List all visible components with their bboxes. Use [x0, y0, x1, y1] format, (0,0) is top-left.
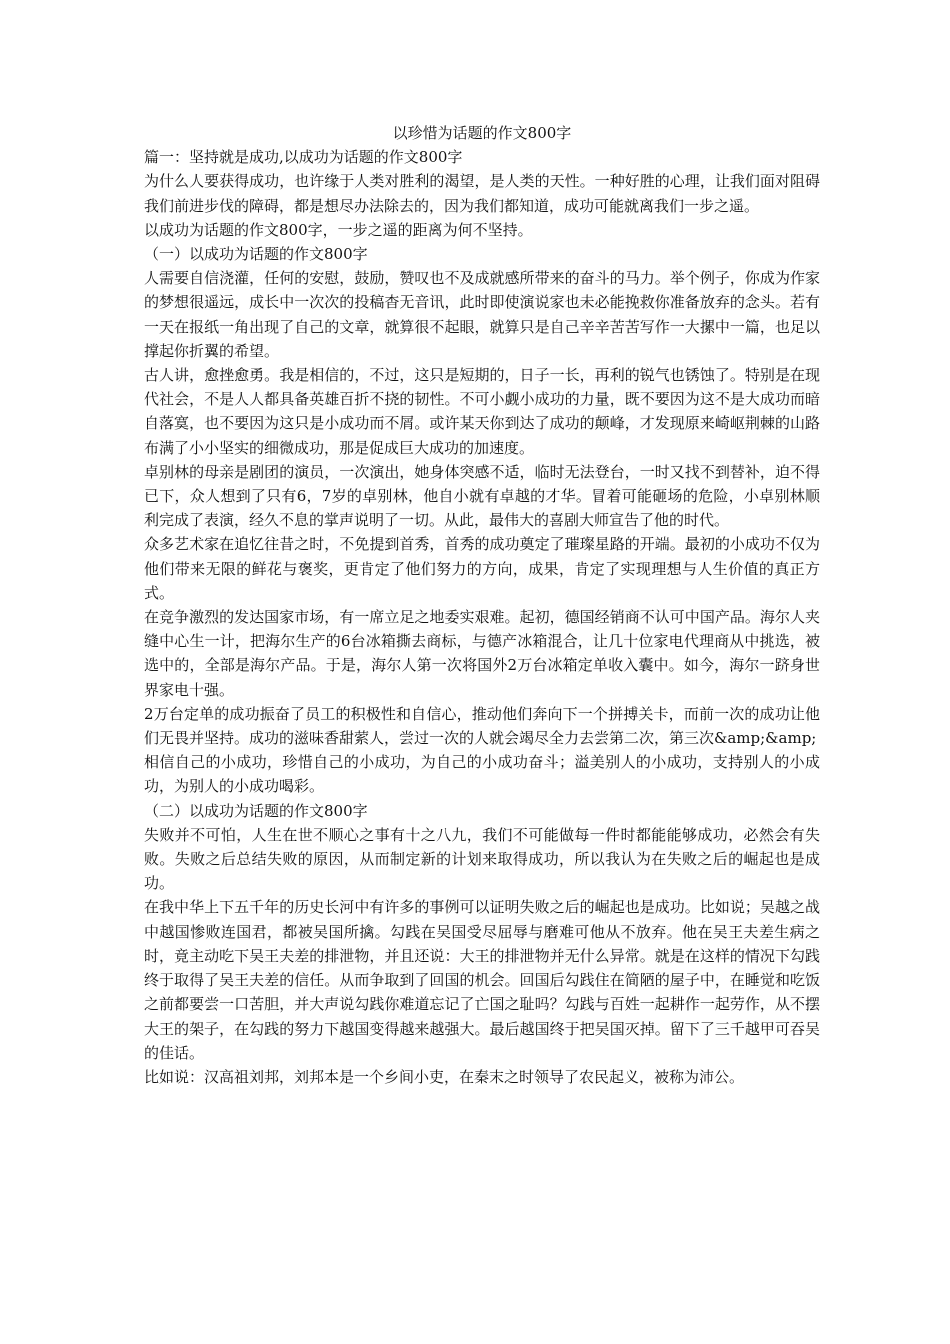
paragraph: 人需要自信浇灌，任何的安慰，鼓励，赞叹也不及成就感所带来的奋斗的马力。举个例子，你成为作家的梦想很遥远，成长中一次次的投稿杳无音讯，此时即使演说家也未必能挽救你准备放弃的念头。若有一天在报纸一角出现了自己的文章，就算很不起眼，就算只是自己辛辛苦苦写作一大摞中一篇，也足以撑起你折翼的希望。	[144, 269, 820, 360]
paragraph: 众多艺术家在追忆往昔之时，不免提到首秀，首秀的成功奠定了璀璨星路的开端。最初的小成功不仅为他们带来无限的鲜花与褒奖，更肯定了他们努力的方向，成果，肯定了实现理想与人生价值的真正方式。	[144, 535, 820, 602]
paragraph: 相信自己的小成功，珍惜自己的小成功，为自己的小成功奋斗；溢美别人的小成功，支持别人的小成功，为别人的小成功喝彩。	[144, 753, 820, 796]
section-heading: （二）以成功为话题的作文800字	[144, 801, 368, 820]
paragraph-heading-part-one: 篇一：坚持就是成功,以成功为话题的作文800字	[144, 148, 463, 167]
document-title: 以珍惜为话题的作文800字	[392, 124, 572, 142]
paragraph: 2万台定单的成功振奋了员工的积极性和自信心，推动他们奔向下一个拼搏关卡，而前一次的成功让他们无畏并坚持。成功的滋味香甜萦人，尝过一次的人就会竭尽全力去尝第二次，第三次&amp;&amp;	[144, 704, 820, 748]
section-heading: （一）以成功为话题的作文800字	[144, 245, 368, 263]
paragraph: 古人讲，愈挫愈勇。我是相信的，不过，这只是短期的，日子一长，再利的锐气也锈蚀了。特别是在现代社会，不是人人都具备英雄百折不挠的韧性。不可小觑小成功的力量，既不要因为这不是大成功而暗自落寞，也不要因为这只是小成功而不屑。或许某天你到达了成功的颠峰，才发现原来崎岖荆棘的山路布满了小小坚实的细微成功，那是促成巨大成功的加速度。	[144, 366, 820, 457]
paragraph: 为什么人要获得成功，也许缘于人类对胜利的渴望，是人类的天性。一种好胜的心理，让我们面对阻碍我们前进步伐的障碍，都是想尽办法除去的，因为我们都知道，成功可能就离我们一步之遥。	[144, 172, 820, 215]
paragraph: 失败并不可怕，人生在世不顺心之事有十之八九，我们不可能做每一件时都能能够成功，必然会有失败。失败之后总结失败的原因，从而制定新的计划来取得成功，所以我认为在失败之后的崛起也是成功。	[144, 825, 820, 893]
paragraph: 在我中华上下五千年的历史长河中有许多的事例可以证明失败之后的崛起也是成功。比如说；吴越之战中越国惨败连国君，都被吴国所擒。勾践在吴国受尽屈辱与磨难可他从不放弃。他在吴王夫差生病之时，竟主动吃下吴王夫差的排泄物，并且还说：大王的排泄物并无什么异常。就是在这样的情况下勾践终于取得了吴王夫差的信任。从而争取到了回国的机会。回国后勾践住在简陋的屋子中，在睡觉和吃饭之前都要尝一口苦胆，并大声说勾践你难道忘记了亡国之耻吗？勾践与百姓一起耕作一起劳作，从不摆大王的架子，在勾践的努力下越国变得越来越强大。最后越国终于把吴国灭掉。留下了三千越甲可吞吴的佳话。	[144, 898, 820, 1062]
paragraph: 卓别林的母亲是剧团的演员，一次演出，她身体突感不适，临时无法登台，一时又找不到替补，迫不得已下，众人想到了只有6，7岁的卓别林，他自小就有卓越的才华。冒着可能砸场的危险，小卓别林顺利完成了表演，经久不息的掌声说明了一切。从此，最伟大的喜剧大师宣告了他的时代。	[144, 462, 820, 530]
paragraph: 在竞争激烈的发达国家市场，有一席立足之地委实艰难。起初，德国经销商不认可中国产品。海尔人夹缝中心生一计，把海尔生产的6台冰箱撕去商标，与德产冰箱混合，让几十位家电代理商从中挑选，被选中的，全部是海尔产品。于是，海尔人第一次将国外2万台冰箱定单收入囊中。如今，海尔一跻身世界家电十强。	[144, 608, 820, 699]
document-page	[144, 121, 820, 1089]
paragraph: 以成功为话题的作文800字，一步之遥的距离为何不坚持。	[144, 220, 533, 239]
paragraph: 比如说：汉高祖刘邦，刘邦本是一个乡间小吏，在秦末之时领导了农民起义，被称为沛公。	[144, 1067, 745, 1086]
